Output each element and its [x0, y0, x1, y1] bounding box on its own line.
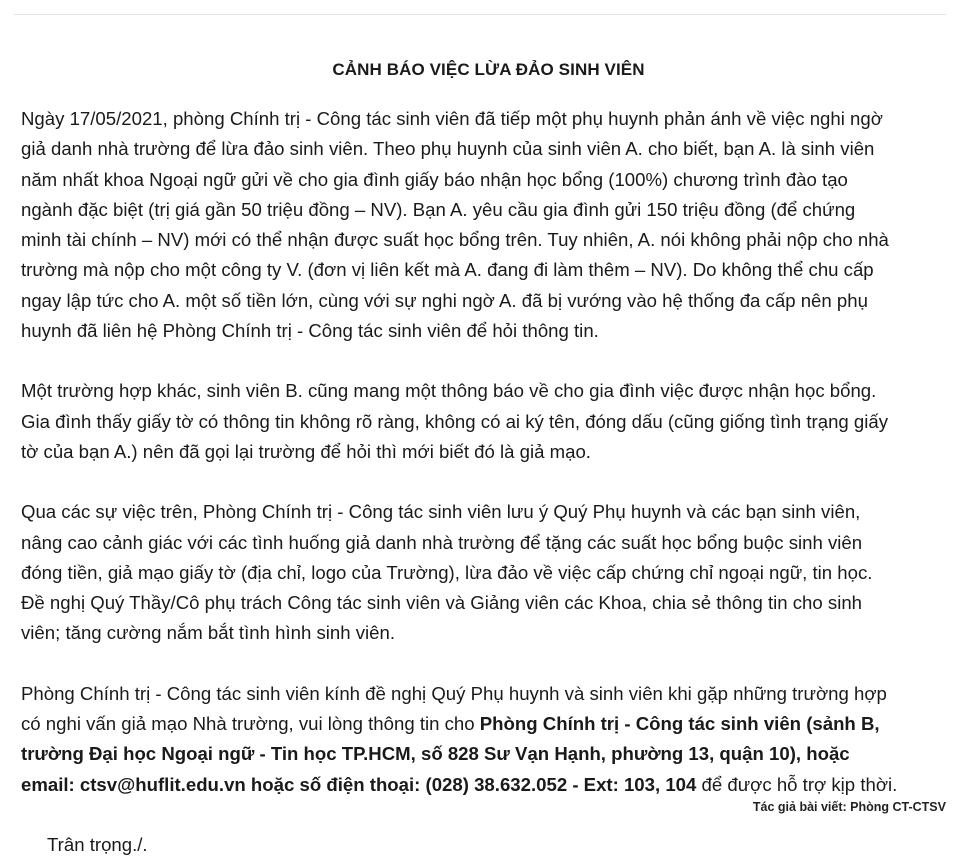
paragraph-line: minh tài chính – NV) mới có thể nhận được suất học bổng trên. Tuy nhiên, A. nói không phải nộp cho nhà [21, 229, 889, 251]
contact-email-phone-text: email: ctsv@huflit.edu.vn hoặc số điện thoại: (028) 38.632.052 - Ext: 103, 104 [21, 773, 697, 795]
author-credit: Tác giả bài viết: Phòng CT-CTSV [752, 800, 946, 814]
paragraph-line: ngành đặc biệt (trị giá gần 50 triệu đồng – NV). Bạn A. yêu cầu gia đình gửi 150 triệu đồng (để chứng [21, 198, 856, 220]
paragraph-text: để được hỗ trợ kịp thời. [696, 773, 898, 795]
paragraph-line: Đề nghị Quý Thầy/Cô phụ trách Công tác sinh viên và Giảng viên các Khoa, chia sẻ thông tin cho sinh [21, 592, 863, 614]
contact-office-text: Phòng Chính trị - Công tác sinh viên (sảnh B, [479, 713, 880, 735]
article-title: CẢNH BÁO VIỆC LỪA ĐẢO SINH VIÊN [332, 60, 645, 79]
paragraph-3 [21, 497, 956, 648]
paragraph-line: đóng tiền, giả mạo giấy tờ (địa chỉ, logo của Trường), lừa đảo về việc cấp chứng chỉ ngoại ngữ, tin học. [21, 561, 873, 583]
paragraph-line [21, 770, 956, 800]
paragraph-4 [21, 679, 956, 800]
paragraph-line: năm nhất khoa Ngoại ngữ gửi về cho gia đình giấy báo nhận học bổng (100%) chương trình đào tạo [21, 168, 848, 190]
paragraph-line: trường mà nộp cho một công ty V. (đơn vị liên kết mà A. đang đi làm thêm – NV). Do không thể chu cấp [21, 259, 874, 281]
paragraph-1 [21, 104, 956, 346]
paragraph-line: Một trường hợp khác, sinh viên B. cũng mang một thông báo về cho gia đình việc được nhận học bổng. [21, 380, 877, 402]
paragraph-line: Gia đình thấy giấy tờ có thông tin không rõ ràng, không có ai ký tên, đóng dấu (cũng giống tình trạng giấy [21, 410, 889, 432]
paragraph-line: Ngày 17/05/2021, phòng Chính trị - Công tác sinh viên đã tiếp một phụ huynh phản ánh về việc nghi ngờ [21, 108, 883, 129]
paragraph-line: huynh đã liên hệ Phòng Chính trị - Công tác sinh viên để hỏi thông tin. [21, 320, 599, 342]
top-divider [14, 14, 946, 15]
paragraph-line: Phòng Chính trị - Công tác sinh viên kính đề nghị Quý Phụ huynh và sinh viên khi gặp những trường hợp [21, 682, 887, 704]
paragraph-line: ngay lập tức cho A. một số tiền lớn, cùng với sự nghi ngờ A. đã bị vướng vào hệ thống đa cấp nên phụ [21, 289, 868, 311]
closing-text: Trân trọng./. [47, 833, 148, 855]
paragraph-text: có nghi vấn giả mạo Nhà trường, vui lòng thông tin cho [21, 713, 480, 735]
paragraph-line: nâng cao cảnh giác với các tình huống giả danh nhà trường để tặng các suất học bổng buộc sinh viên [21, 531, 863, 553]
contact-address-text: trường Đại học Ngoại ngữ - Tin học TP.HCM, số 828 Sư Vạn Hạnh, phường 13, quận 10), hoặc [21, 743, 850, 765]
paragraph-line: Qua các sự việc trên, Phòng Chính trị - Công tác sinh viên lưu ý Quý Phụ huynh và các bạn sinh viên, [21, 501, 861, 523]
paragraph-line: viên; tăng cường nắm bắt tình hình sinh viên. [21, 622, 396, 644]
paragraph-line: giả danh nhà trường để lừa đảo sinh viên. Theo phụ huynh của sinh viên A. cho biết, bạn A. là sinh viên [21, 138, 875, 160]
paragraph-2 [21, 376, 956, 467]
paragraph-line: tờ của bạn A.) nên đã gọi lại trường để hỏi thì mới biết đó là giả mạo. [21, 440, 591, 462]
article [21, 58, 956, 860]
paragraph-line [21, 709, 956, 739]
